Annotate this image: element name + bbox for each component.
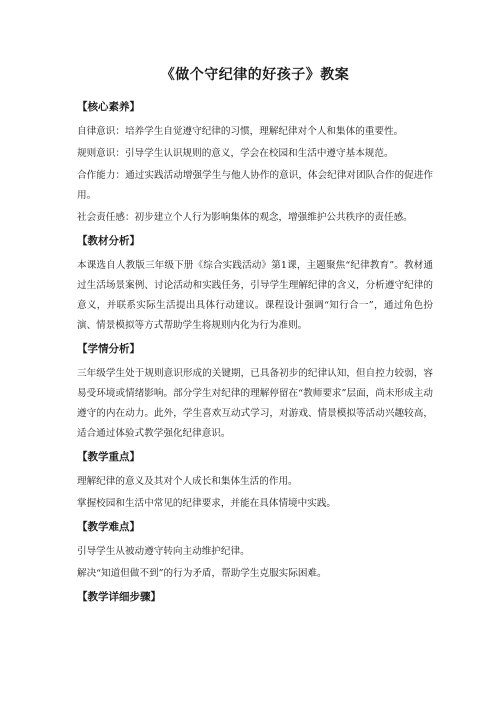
document-title: 《做个守纪律的好孩子》教案 (160, 67, 350, 83)
paragraph: 解决“知道但做不到”的行为矛盾，帮助学生克服实际困难。 (77, 568, 327, 579)
paragraph: 规则意识：引导学生认识规则的意义，学会在校园和生活中遵守基本规范。 (77, 148, 394, 159)
section-core-literacy (77, 100, 433, 228)
paragraph: 理解纪律的意义及其对个人成长和集体生活的作用。 (77, 476, 298, 487)
paragraph: 自律意识：培养学生自觉遵守纪律的习惯，理解纪律对个人和集体的重要性。 (77, 126, 404, 137)
section-heading: 【教学难点】 (77, 521, 140, 533)
section-heading: 【教材分析】 (77, 235, 140, 247)
section-textbook-analysis (77, 234, 433, 336)
paragraph: 本课选自人教版三年级下册《综合实践活动》第1课，主题聚焦“纪律教育”。教材通过生活场景案例、讨论活动和实践任务，引导学生理解纪律的含义，分析遵守纪律的意义，并联系实际生活提出具体行动建议。课程设计强调“知行合一”，通过角色扮演、情景模拟等方式帮助学生将规则内化为行为准则。 (77, 260, 433, 331)
paragraph: 三年级学生处于规则意识形成的关键期，已具备初步的纪律认知，但自控力较弱，容易受环境或情绪影响。部分学生对纪律的理解停留在“教师要求”层面，尚未形成主动遵守的内在动力。此外，学生喜欢互动式学习，对游戏、情景模拟等活动兴趣较高，适合通过体验式教学强化纪律意识。 (77, 368, 433, 439)
document-page (77, 60, 433, 612)
section-key-points (77, 450, 433, 514)
section-heading: 【学情分析】 (77, 343, 140, 355)
paragraph: 社会责任感：初步建立个人行为影响集体的观念，增强维护公共秩序的责任感。 (77, 212, 413, 223)
section-teaching-steps (77, 590, 433, 604)
section-heading: 【教学详细步骤】 (77, 591, 161, 603)
paragraph: 合作能力：通过实践活动增强学生与他人协作的意识，体会纪律对团队合作的促进作用。 (77, 170, 433, 201)
section-learner-analysis (77, 342, 433, 444)
section-difficult-points (77, 520, 433, 584)
section-heading: 【教学重点】 (77, 451, 140, 463)
paragraph: 掌握校园和生活中常见的纪律要求，并能在具体情境中实践。 (77, 498, 337, 509)
section-heading: 【核心素养】 (77, 101, 140, 113)
paragraph: 引导学生从被动遵守转向主动维护纪律。 (77, 546, 250, 557)
